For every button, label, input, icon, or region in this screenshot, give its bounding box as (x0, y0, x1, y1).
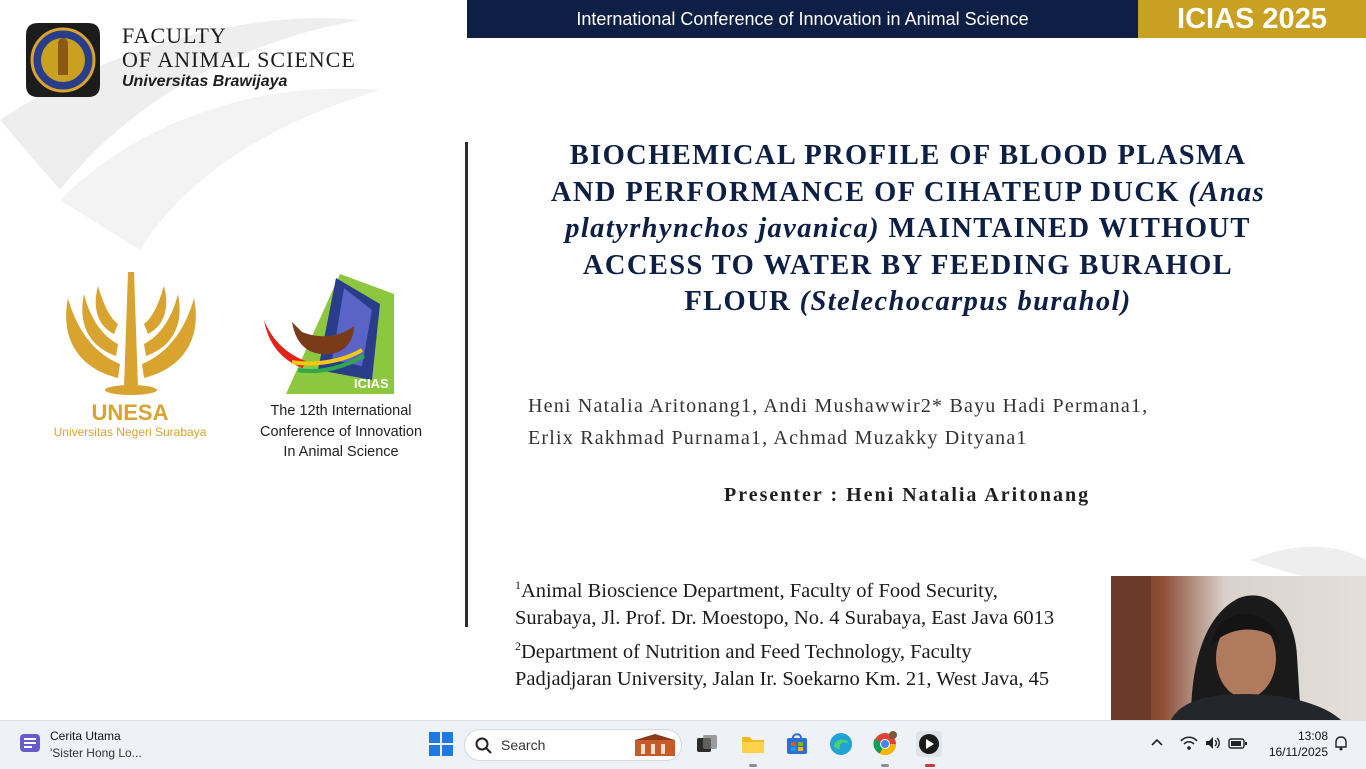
icias-caption-line-1: The 12th International (270, 403, 412, 419)
paper-title (506, 138, 1310, 321)
title-line-5-text: FLOUR (684, 286, 800, 317)
conference-banner: International Conference of Innovation in Animal Science (467, 0, 1138, 38)
authors-line-1: Heni Natalia Aritonang1, Andi Mushawwir2* Bayu Hadi Permana1, (528, 395, 1149, 417)
affiliation-marker-1: 1 (515, 578, 521, 592)
affiliation-text-1: Animal Bioscience Department, Faculty of Food Security, (521, 579, 998, 602)
affiliation-line-1 (515, 572, 1054, 605)
faculty-name-block (122, 24, 356, 92)
task-view-icon[interactable] (694, 731, 720, 757)
affiliation-line-3 (515, 633, 1054, 666)
widgets-news-icon[interactable] (18, 731, 42, 755)
widget-title[interactable]: Cerita Utama (50, 729, 121, 743)
presenter-webcam-figure (1111, 576, 1366, 720)
authors-line-2: Erlix Rakhmad Purnama1, Achmad Muzakky Dityana1 (528, 427, 1028, 449)
search-icon (475, 737, 493, 755)
title-line-5 (506, 284, 1310, 321)
unesa-name: UNESA (91, 400, 169, 425)
volume-icon[interactable] (1204, 735, 1222, 751)
faculty-line-2: OF ANIMAL SCIENCE (122, 47, 356, 72)
file-explorer-running-indicator (749, 764, 757, 767)
title-line-3-text: MAINTAINED WITHOUT (880, 213, 1251, 244)
title-line-3 (506, 211, 1310, 248)
start-windows-icon[interactable] (428, 731, 454, 757)
university-name: Universitas Brawijaya (122, 73, 288, 90)
media-player-icon[interactable] (916, 731, 942, 757)
title-line-1: BIOCHEMICAL PROFILE OF BLOOD PLASMA (569, 140, 1247, 171)
affiliation-line-2: Surabaya, Jl. Prof. Dr. Moestopo, No. 4 Surabaya, East Java 6013 (515, 607, 1055, 630)
title-line-2-italic: (Anas (1188, 176, 1266, 208)
icias-caption-line-3: In Animal Science (283, 444, 399, 460)
authors (528, 390, 1148, 454)
battery-icon[interactable] (1228, 735, 1248, 751)
title-line-3-italic: platyrhynchos javanica) (565, 213, 881, 244)
chrome-running-indicator (881, 764, 889, 767)
file-explorer-icon[interactable] (740, 731, 766, 757)
conference-badge: ICIAS 2025 (1138, 0, 1366, 38)
unesa-logo (58, 268, 204, 398)
taskbar-search-box[interactable] (464, 729, 682, 761)
edge-browser-icon[interactable] (828, 731, 854, 757)
notification-bell-icon[interactable] (1333, 735, 1349, 751)
affiliation-text-3: Department of Nutrition and Feed Technology, Faculty (521, 640, 972, 663)
affiliations (515, 572, 1054, 694)
icias-caption (246, 401, 436, 463)
search-label: Search (501, 737, 546, 753)
affiliation-line-4: Padjadjaran University, Jalan Ir. Soekarno Km. 21, West Java, 45 (515, 668, 1050, 691)
chrome-browser-icon[interactable] (872, 731, 898, 757)
title-line-2-text: AND PERFORMANCE OF CIHATEUP DUCK (550, 176, 1189, 208)
system-clock[interactable] (1258, 728, 1328, 760)
clock-time: 13:08 (1297, 729, 1328, 743)
widget-subtitle[interactable]: 'Sister Hong Lo... (50, 746, 142, 760)
microsoft-store-icon[interactable] (784, 731, 810, 757)
icias-caption-line-2: Conference of Innovation (259, 423, 423, 440)
faculty-line-1: FACULTY (122, 23, 227, 48)
icias-logo-text: ICIAS (354, 376, 389, 391)
chevron-up-icon[interactable] (1150, 735, 1164, 749)
title-line-5-italic: (Stelechocarpus burahol) (799, 286, 1132, 317)
windows-taskbar (0, 720, 1366, 769)
clock-date: 16/11/2025 (1268, 745, 1328, 759)
presenter: Presenter : Heni Natalia Aritonang (724, 484, 1091, 506)
icias-logo (262, 270, 398, 398)
title-line-4: ACCESS TO WATER BY FEEDING BURAHOL (582, 249, 1234, 281)
affiliation-marker-2: 2 (515, 638, 521, 653)
media-player-active-indicator (925, 764, 935, 767)
wifi-icon[interactable] (1180, 735, 1198, 751)
unesa-subtitle: Universitas Negeri Surabaya (53, 425, 207, 439)
search-highlight-icon (633, 734, 677, 758)
brawijaya-seal-logo (22, 19, 104, 101)
webcam-video-feed (1111, 576, 1366, 720)
title-line-2 (506, 175, 1310, 212)
vertical-divider (465, 142, 468, 627)
